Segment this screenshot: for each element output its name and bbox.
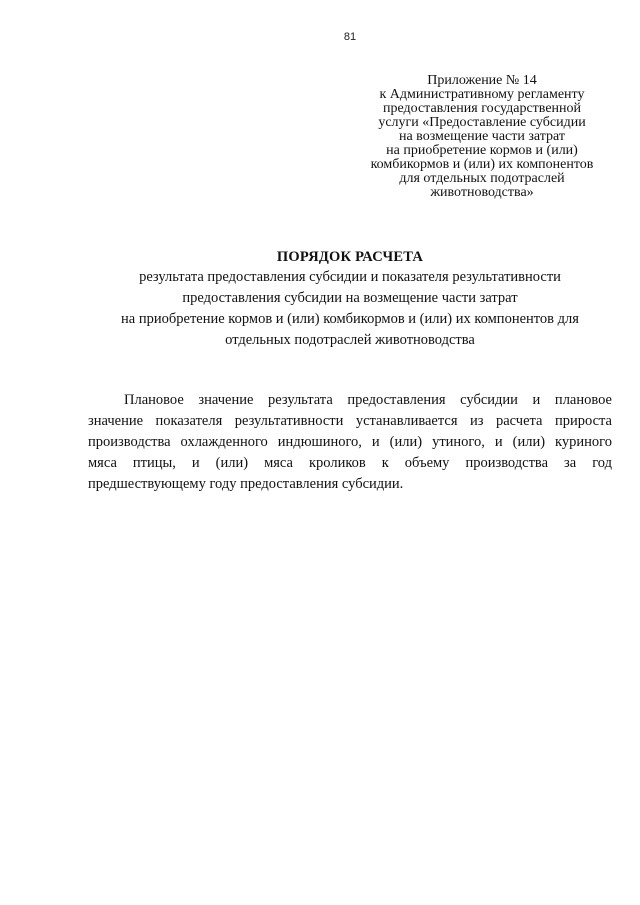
subtitle-line: результата предоставления субсидии и показателя результативности <box>139 269 561 285</box>
appendix-line: услуги «Предоставление субсидии <box>378 115 586 130</box>
paragraph-line: предшествующему году предоставления субсидии. <box>88 476 404 492</box>
appendix-line: животноводства» <box>430 185 534 200</box>
subtitle-line: отдельных подотраслей животноводства <box>225 332 475 348</box>
paragraph-line: значение показателя результативности устанавливается из расчета прироста <box>88 413 612 429</box>
subtitle-line: предоставления субсидии на возмещение части затрат <box>182 290 518 306</box>
appendix-line: комбикормов и (или) их компонентов <box>370 157 594 172</box>
subtitle-line: на приобретение кормов и (или) комбикормов и (или) их компонентов для <box>121 311 579 327</box>
appendix-note <box>340 74 624 200</box>
paragraph-line: мяса птицы, и (или) мяса кроликов к объему производства за год <box>88 455 612 471</box>
appendix-line: для отдельных подотраслей <box>399 171 565 186</box>
document-subtitle <box>88 267 612 351</box>
appendix-line: Приложение № 14 <box>427 73 537 88</box>
paragraph-line: Плановое значение результата предоставления субсидии и плановое <box>124 392 612 408</box>
body-paragraph <box>88 390 612 495</box>
paragraph-line: производства охлажденного индюшиного, и (или) утиного, и (или) куриного <box>88 434 612 450</box>
appendix-line: на приобретение кормов и (или) <box>386 143 578 158</box>
page-number: 81 <box>343 31 357 43</box>
appendix-line: на возмещение части затрат <box>398 129 566 144</box>
appendix-line: предоставления государственной <box>382 101 582 116</box>
appendix-line: к Административному регламенту <box>379 87 585 102</box>
document-title: ПОРЯДОК РАСЧЕТА <box>276 249 424 265</box>
document-heading <box>88 247 612 351</box>
